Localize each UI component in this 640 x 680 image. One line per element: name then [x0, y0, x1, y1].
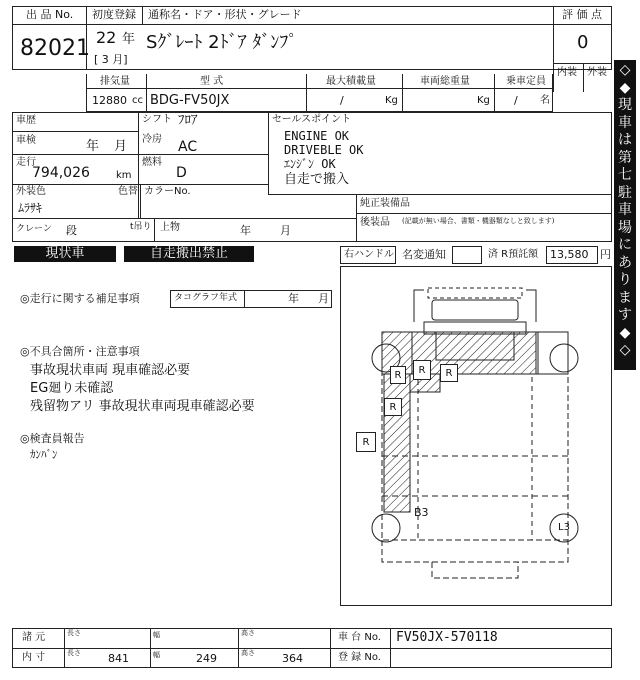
damage-mark: R [356, 432, 376, 452]
recycle-amount: 13,580 [550, 248, 589, 261]
length-label: 長さ [67, 629, 81, 637]
inner-height: 364 [282, 652, 303, 665]
inner-dims-label: 内 寸 [22, 652, 46, 663]
rating-label: 評 価 点 [562, 8, 602, 21]
gross-weight-label: 車両総重量 [420, 76, 470, 87]
defects-label: ◎不具合箇所・注意事項 [20, 345, 140, 358]
history-label: 車歴 [16, 115, 36, 126]
damage-mark: R [384, 398, 402, 416]
side-banner-text: ◇ ◆ 現 車 は 第 七 駐 車 場 に あ り ま す ◆ ◇ [618, 62, 632, 358]
first-reg-year: 22 [96, 28, 117, 47]
retrofit-label: 後装品 [360, 217, 390, 228]
damage-mark: R [440, 364, 458, 382]
capacity-label: 乗車定員 [506, 76, 546, 87]
model-code-label: 型 式 [200, 76, 224, 87]
truck-damage-diagram [340, 266, 612, 606]
inner-width: 249 [196, 652, 217, 665]
exterior-label: 外装 [587, 67, 607, 78]
tachograph-label: タコグラフ年式 [174, 293, 238, 303]
exterior-color-label: 外装色 [16, 186, 46, 197]
driving-notes-label: ◎走行に関する補足事項 [20, 292, 140, 305]
name-change-label: 名変通知 [402, 248, 446, 261]
gross-weight-unit: Kg [477, 95, 490, 106]
year-unit: 年 [122, 32, 136, 47]
capacity-slash: / [514, 94, 518, 107]
model-name-label: 通称名・ドア・形状・グレード [148, 8, 302, 21]
upper-month-unit: 月 [280, 224, 291, 237]
model-name: Sｸﾞﾚｰﾄ 2ﾄﾞｱ ﾀﾞﾝﾌﾟ [146, 32, 298, 53]
recycle-unit: 円 [600, 248, 611, 261]
registration-label: 登 録 No. [338, 652, 381, 663]
body-mark: B3 [414, 506, 429, 519]
upper-year-unit: 年 [240, 224, 251, 237]
shift-label: シフト [142, 114, 172, 125]
genuine-equipment-label: 純正装備品 [360, 198, 410, 209]
sales-point-line: ｴﾝｼﾞﾝ OK [284, 157, 336, 171]
shaken-month-unit: 月 [114, 139, 128, 154]
fuel-value: D [176, 165, 187, 181]
aircon-value: AC [178, 139, 198, 155]
displacement-label: 排気量 [100, 76, 130, 87]
max-load-label: 最大積載量 [326, 76, 376, 87]
max-load-slash: / [340, 94, 344, 107]
inner-length: 841 [108, 652, 129, 665]
name-change-box [452, 246, 482, 264]
mileage-value: 794,026 [32, 165, 90, 181]
damage-mark: R [413, 360, 431, 380]
lot-label: 出 品 No. [26, 8, 74, 21]
right-handle-label: 右ハンドル [344, 249, 394, 260]
mileage-unit: km [116, 170, 132, 181]
defect-item: 残留物アリ 事故現状車両現車確認必要 [30, 399, 255, 414]
color-no-label: カラーNo. [144, 186, 191, 197]
sales-points-label: セールスポイント [272, 114, 352, 125]
max-load-unit: Kg [385, 95, 398, 106]
exterior-color-value: ﾑﾗｻｷ [18, 201, 43, 215]
sales-point-line: DRIVEBLE OK [284, 143, 364, 157]
sales-point-line: ENGINE OK [284, 129, 350, 143]
inspector-label: ◎検査員報告 [20, 432, 85, 445]
width-label: 幅 [153, 651, 160, 659]
lot-number: 82021 [20, 36, 90, 61]
defect-item: EG廻り未確認 [30, 381, 114, 396]
dims-label: 諸 元 [22, 632, 46, 643]
shift-value: ﾌﾛｱ [178, 113, 198, 128]
shaken-label: 車検 [16, 135, 36, 146]
rating-value: 0 [577, 32, 589, 53]
sales-point-line: 自走で搬入 [284, 172, 350, 187]
width-label: 幅 [153, 631, 160, 639]
model-code: BDG-FV50JX [150, 93, 230, 108]
damage-mark: R [390, 366, 406, 384]
upper-label: 上物 [160, 222, 180, 233]
self-drive-forbidden-badge: 自走搬出禁止 [124, 246, 254, 262]
chassis-label: 車 台 No. [338, 632, 381, 643]
inspector-note: ｶﾝﾊﾞﾝ [30, 448, 58, 461]
defect-item: 事故現状車両 現車確認必要 [30, 363, 191, 378]
interior-label: 内装 [557, 67, 577, 78]
height-label: 高さ [241, 629, 255, 637]
tachograph-year-unit: 年 [288, 292, 299, 305]
first-reg-month: [ 3 月] [94, 53, 128, 66]
crane-label: クレーン [16, 224, 52, 234]
capacity-unit: 名 [540, 95, 550, 106]
length-label: 長さ [67, 649, 81, 657]
first-reg-label: 初度登録 [92, 8, 136, 21]
fuel-label: 燃料 [142, 157, 162, 168]
displacement-unit: cc [132, 95, 143, 106]
shaken-year-unit: 年 [86, 139, 100, 154]
recycle-label: 済 R預託額 [488, 249, 539, 260]
height-label: 高さ [241, 649, 255, 657]
chassis-number: FV50JX-570118 [396, 630, 498, 645]
current-vehicle-badge: 現状車 [14, 246, 116, 262]
wheel-mark: L3 [558, 522, 570, 533]
retrofit-note: (記載が無い場合、書類・機器類なしと致します) [402, 217, 555, 225]
crane-unit: 段 [66, 224, 77, 237]
hoist-label: t吊り [130, 222, 152, 232]
color-change-label: 色替 [118, 186, 138, 197]
tachograph-month-unit: 月 [318, 292, 329, 305]
aircon-label: 冷房 [142, 134, 162, 145]
displacement-value: 12880 [92, 94, 127, 107]
mileage-label: 走行 [16, 157, 36, 168]
